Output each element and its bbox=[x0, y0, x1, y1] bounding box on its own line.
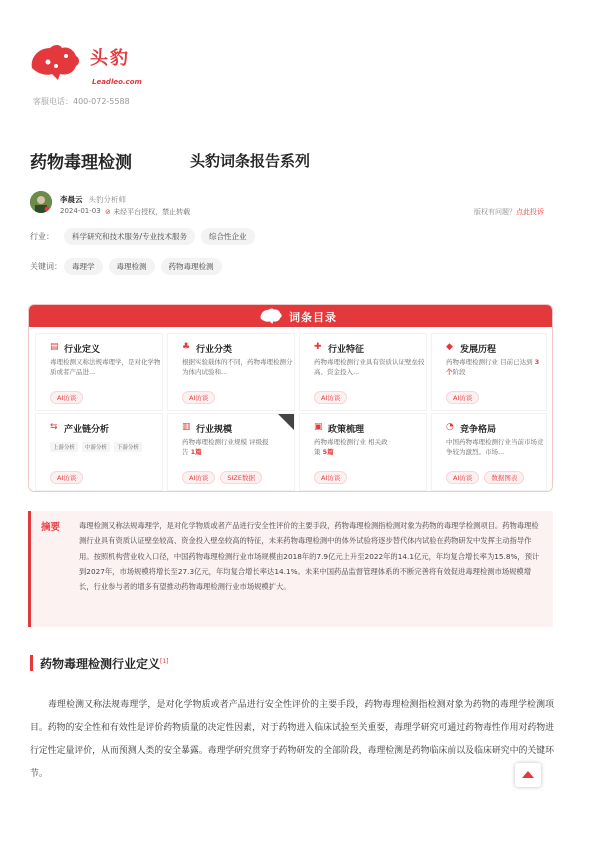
card-title: 产业链分析 bbox=[64, 425, 110, 435]
data-chart-tag[interactable]: 数据图表 bbox=[484, 471, 524, 484]
size-data-tag[interactable]: SIZE数据 bbox=[220, 471, 262, 484]
toc-title: 词条目录 bbox=[289, 311, 337, 324]
card-title: 发展历程 bbox=[460, 345, 497, 355]
toc-header bbox=[29, 305, 552, 327]
feature-icon: ✚ bbox=[314, 342, 322, 352]
card-desc: 药物毒理检测行业规模 评级报告 1篇 bbox=[182, 438, 269, 456]
avatar bbox=[30, 191, 52, 213]
toc-card-history[interactable] bbox=[431, 333, 547, 411]
scale-icon: ▥ bbox=[182, 422, 191, 432]
summary-label: 摘要 bbox=[41, 522, 61, 533]
copyright-question: 版权有问题？ bbox=[474, 208, 516, 216]
keywords-label: 关键词： bbox=[30, 262, 62, 271]
ai-interview-tag[interactable]: AI访谈 bbox=[50, 471, 83, 484]
ai-interview-tag[interactable]: AI访谈 bbox=[182, 471, 215, 484]
toc-card-definition[interactable] bbox=[35, 333, 163, 411]
midstream-tag[interactable]: 中游分析 bbox=[82, 442, 110, 452]
ai-interview-tag[interactable]: AI访谈 bbox=[314, 471, 347, 484]
brand-domain: Leadleo.com bbox=[92, 78, 142, 86]
industry-tag[interactable]: 综合性企业 bbox=[201, 228, 255, 245]
downstream-tag[interactable]: 下游分析 bbox=[114, 442, 142, 452]
keyword-tag[interactable]: 药物毒理检测 bbox=[161, 258, 222, 275]
back-to-top-button[interactable] bbox=[515, 763, 541, 787]
keyword-tag[interactable]: 毒理检测 bbox=[109, 258, 155, 275]
author-role: 头豹分析师 bbox=[88, 195, 126, 204]
author-name: 李晨云 bbox=[60, 195, 83, 204]
card-title: 行业分类 bbox=[196, 345, 233, 355]
industry-tag[interactable]: 科学研究和技术服务/专业技术服务 bbox=[64, 228, 195, 245]
card-title: 行业定义 bbox=[64, 345, 101, 355]
chain-subtags bbox=[50, 442, 146, 452]
chain-icon: ⇆ bbox=[50, 422, 58, 432]
card-desc: 中国药物毒理检测行业当前市场竞争较为激烈。市场... bbox=[446, 438, 544, 456]
leopard-logo-icon bbox=[259, 307, 283, 325]
toc-card-classification[interactable] bbox=[167, 333, 295, 411]
reference-mark[interactable]: [1] bbox=[160, 658, 169, 665]
reprint-notice bbox=[105, 207, 190, 217]
ai-interview-tag[interactable]: AI访谈 bbox=[314, 391, 347, 404]
summary-text: 毒理检测又称法规毒理学，是对化学物质或者产品进行安全性评价的主要手段，药物毒理检测指检测对象为药物的毒理学检测项目。药物毒理检测行业具有资质认证壁垒较高、资金投入壁垒较高的特征，未来药物毒理检测中的体外试验将逐步替代体内试验在药物研发中发挥主动指导作用。按照机构营业收入口径，中国药物毒理检测行业市场规模由2018年的7.9亿元上升至2022年的14.1亿元，年均复合增长率为15.8%，预计到2027年，市场规模将增长至27.3亿元，年均复合增长率达14.1%。未来中国药品监督管理体系的不断完善将有效促进毒理检测市场规模增长，行业参与者的增多有望推动药物毒理检测行业市场规模扩大。 bbox=[79, 521, 540, 592]
card-desc: 根据实验载体的不同，药物毒理检测分为体内试验和... bbox=[182, 358, 293, 376]
ai-interview-tag[interactable]: AI访谈 bbox=[446, 391, 479, 404]
arrow-up-icon bbox=[522, 771, 534, 778]
page-title: 药物毒理检测 bbox=[30, 153, 132, 173]
report-link[interactable]: 点此投诉 bbox=[516, 208, 544, 216]
copyright-report bbox=[474, 207, 544, 217]
card-desc: 毒理检测又称法规毒理学，是对化学物质或者产品进... bbox=[50, 358, 161, 376]
brand-name: 头豹 bbox=[90, 48, 130, 69]
report-series: 头豹词条报告系列 bbox=[190, 152, 311, 170]
history-icon: ◆ bbox=[446, 342, 453, 352]
policy-icon: ▣ bbox=[314, 422, 323, 432]
toc-card-features[interactable] bbox=[299, 333, 427, 411]
ai-interview-tag[interactable]: AI访谈 bbox=[182, 391, 215, 404]
card-title: 竞争格局 bbox=[460, 425, 497, 435]
section-title bbox=[30, 655, 169, 671]
forbidden-icon: ⊘ bbox=[105, 208, 111, 216]
reprint-notice-text: 未经平台授权，禁止转载 bbox=[113, 208, 191, 216]
card-desc: 药物毒理检测行业 相关政策 5篇 bbox=[314, 438, 388, 456]
summary-box bbox=[28, 511, 553, 627]
card-title: 行业规模 bbox=[196, 425, 233, 435]
author-line bbox=[60, 194, 126, 205]
upstream-tag[interactable]: 上游分析 bbox=[50, 442, 78, 452]
keyword-tag[interactable]: 毒理学 bbox=[64, 258, 103, 275]
toc-card-competition[interactable] bbox=[431, 413, 547, 491]
toc-card-industry-chain[interactable] bbox=[35, 413, 163, 491]
industry-label: 行业： bbox=[30, 232, 54, 241]
keyword-tags bbox=[64, 258, 228, 275]
book-icon: ▤ bbox=[50, 342, 59, 352]
card-title: 行业特征 bbox=[328, 345, 365, 355]
toc-card-scale[interactable] bbox=[167, 413, 295, 491]
corner-marker bbox=[278, 414, 294, 430]
industry-tags bbox=[64, 228, 261, 245]
publish-date: 2024-01-03 bbox=[60, 207, 101, 215]
toc-panel bbox=[28, 304, 553, 492]
leopard-logo-icon bbox=[28, 42, 82, 82]
category-icon: ♣ bbox=[182, 342, 191, 352]
section-title-text: 药物毒理检测行业定义 bbox=[40, 657, 161, 671]
competition-icon: ◔ bbox=[446, 422, 454, 432]
card-title: 政策梳理 bbox=[328, 425, 365, 435]
ai-interview-tag[interactable]: AI访谈 bbox=[50, 391, 83, 404]
toc-card-policy[interactable] bbox=[299, 413, 427, 491]
card-desc: 药物毒理检测行业 目前已达到 3个阶段 bbox=[446, 358, 540, 376]
card-desc: 药物毒理检测行业具有资质认证壁垒较高、资金投入... bbox=[314, 358, 425, 376]
definition-paragraph: 毒理检测又称法规毒理学，是对化学物质或者产品进行安全性评价的主要手段，药物毒理检测指检测对象为药物的毒理学检测项目。药物的安全性和有效性是评价药物质量的决定性因素，对于药物进入临床试验至关重要，毒理学研究可通过药物毒性作用对药物进行定性定量评价，从而预测人类的安全暴露。毒理学研究贯穿于药物研发的全部阶段，毒理检测是药物临床前以及临床研究中的关键环节。 bbox=[30, 700, 554, 779]
service-phone: 客服电话：400-072-5588 bbox=[33, 97, 130, 106]
ai-interview-tag[interactable]: AI访谈 bbox=[446, 471, 479, 484]
